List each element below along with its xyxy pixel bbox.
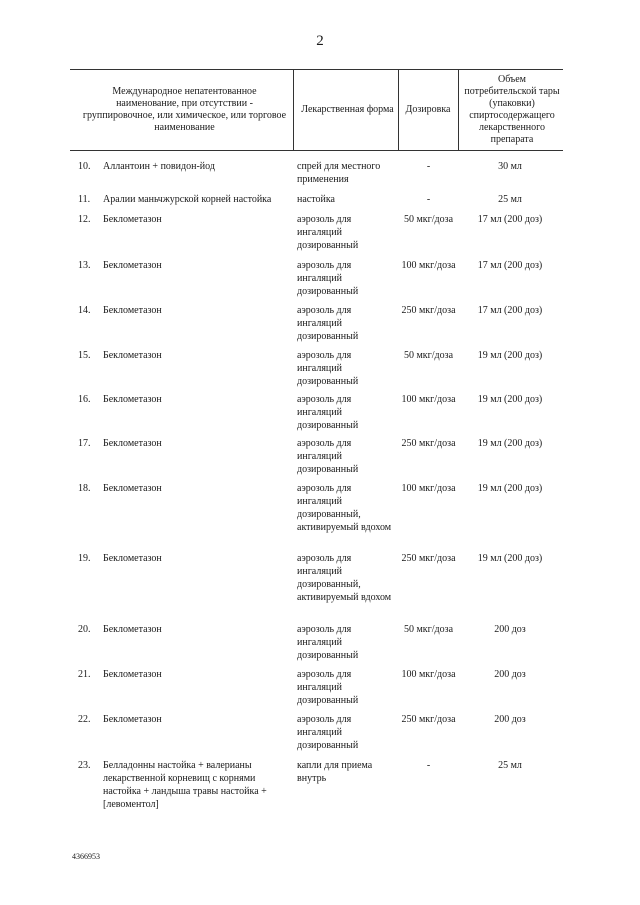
row-dose: 250 мкг/доза: [401, 305, 456, 316]
row-name: Беклометазон: [103, 305, 162, 316]
row-number: 12.: [78, 214, 91, 225]
row-form: настойка: [297, 194, 335, 205]
row-number: 19.: [78, 553, 91, 564]
row-form: спрей для местного применения: [297, 161, 381, 185]
row-volume: 17 мл (200 доз): [477, 305, 543, 316]
row-name: Беклометазон: [103, 624, 162, 635]
row-number: 13.: [78, 260, 91, 271]
row-dose: 100 мкг/доза: [401, 669, 456, 680]
page-number: 2: [316, 33, 324, 49]
row-volume: 25 мл: [498, 760, 522, 771]
row-form: аэрозоль для ингаляций дозированный: [297, 305, 359, 342]
row-form: аэрозоль для ингаляций дозированный, активируемый вдохом: [297, 483, 392, 533]
row-name: Белладонны настойка + валерианы лекарственной корневищ с корнями настойка + ландыша травы настойка + [левоментол]: [103, 760, 267, 810]
row-name: Аллантоин + повидон-йод: [103, 161, 215, 172]
row-number: 23.: [78, 760, 91, 771]
row-volume: 19 мл (200 доз): [477, 553, 543, 564]
row-volume: 17 мл (200 доз): [477, 260, 543, 271]
row-volume: 200 доз: [494, 624, 526, 635]
row-name: Беклометазон: [103, 553, 162, 564]
header-divider: [458, 69, 459, 150]
row-dose: 50 мкг/доза: [403, 624, 454, 635]
row-form: аэрозоль для ингаляций дозированный: [297, 624, 359, 661]
header-name: Международное непатентованное наименование, при отсутствии - группировочное, или химическое, или торговое наименование: [82, 86, 287, 133]
row-name: Беклометазон: [103, 438, 162, 449]
row-name: Беклометазон: [103, 214, 162, 225]
header-form: Лекарственная форма: [301, 104, 394, 115]
row-volume: 200 доз: [494, 714, 526, 725]
row-dose: 100 мкг/доза: [401, 260, 456, 271]
row-form: аэрозоль для ингаляций дозированный: [297, 350, 359, 387]
row-number: 16.: [78, 394, 91, 405]
row-form: аэрозоль для ингаляций дозированный: [297, 260, 359, 297]
row-form: аэрозоль для ингаляций дозированный, активируемый вдохом: [297, 553, 392, 603]
row-number: 10.: [78, 161, 91, 172]
row-number: 17.: [78, 438, 91, 449]
row-number: 20.: [78, 624, 91, 635]
row-number: 22.: [78, 714, 91, 725]
row-dose: 250 мкг/доза: [401, 553, 456, 564]
row-number: 11.: [78, 194, 91, 205]
header-divider: [293, 69, 294, 150]
row-number: 18.: [78, 483, 91, 494]
row-dose: -: [426, 161, 431, 172]
row-number: 14.: [78, 305, 91, 316]
row-name: Аралии маньчжурской корней настойка: [103, 194, 272, 205]
row-name: Беклометазон: [103, 669, 162, 680]
row-dose: 250 мкг/доза: [401, 714, 456, 725]
row-number: 21.: [78, 669, 91, 680]
row-form: аэрозоль для ингаляций дозированный: [297, 438, 359, 475]
row-form: аэрозоль для ингаляций дозированный: [297, 669, 359, 706]
row-volume: 200 доз: [494, 669, 526, 680]
row-name: Беклометазон: [103, 714, 162, 725]
row-volume: 17 мл (200 доз): [477, 214, 543, 225]
row-dose: 50 мкг/доза: [403, 214, 454, 225]
row-dose: -: [426, 194, 431, 205]
row-name: Беклометазон: [103, 394, 162, 405]
row-volume: 19 мл (200 доз): [477, 394, 543, 405]
row-form: аэрозоль для ингаляций дозированный: [297, 394, 359, 431]
document-id: 4366953: [72, 852, 100, 861]
row-volume: 30 мл: [498, 161, 522, 172]
header-dose: Дозировка: [405, 104, 451, 115]
row-name: Беклометазон: [103, 260, 162, 271]
row-volume: 19 мл (200 доз): [477, 483, 543, 494]
header-bottom-rule: [70, 150, 563, 151]
row-volume: 19 мл (200 доз): [477, 438, 543, 449]
row-dose: 50 мкг/доза: [403, 350, 454, 361]
row-name: Беклометазон: [103, 350, 162, 361]
header-volume: Объем потребительской тары (упаковки) спиртосодержащего лекарственного препарата: [464, 74, 560, 145]
row-form: капли для приема внутрь: [297, 760, 373, 784]
row-name: Беклометазон: [103, 483, 162, 494]
row-dose: 100 мкг/доза: [401, 483, 456, 494]
row-dose: -: [426, 760, 431, 771]
row-dose: 250 мкг/доза: [401, 438, 456, 449]
row-form: аэрозоль для ингаляций дозированный: [297, 214, 359, 251]
row-volume: 25 мл: [498, 194, 522, 205]
row-form: аэрозоль для ингаляций дозированный: [297, 714, 359, 751]
row-number: 15.: [78, 350, 91, 361]
row-volume: 19 мл (200 доз): [477, 350, 543, 361]
row-dose: 100 мкг/доза: [401, 394, 456, 405]
